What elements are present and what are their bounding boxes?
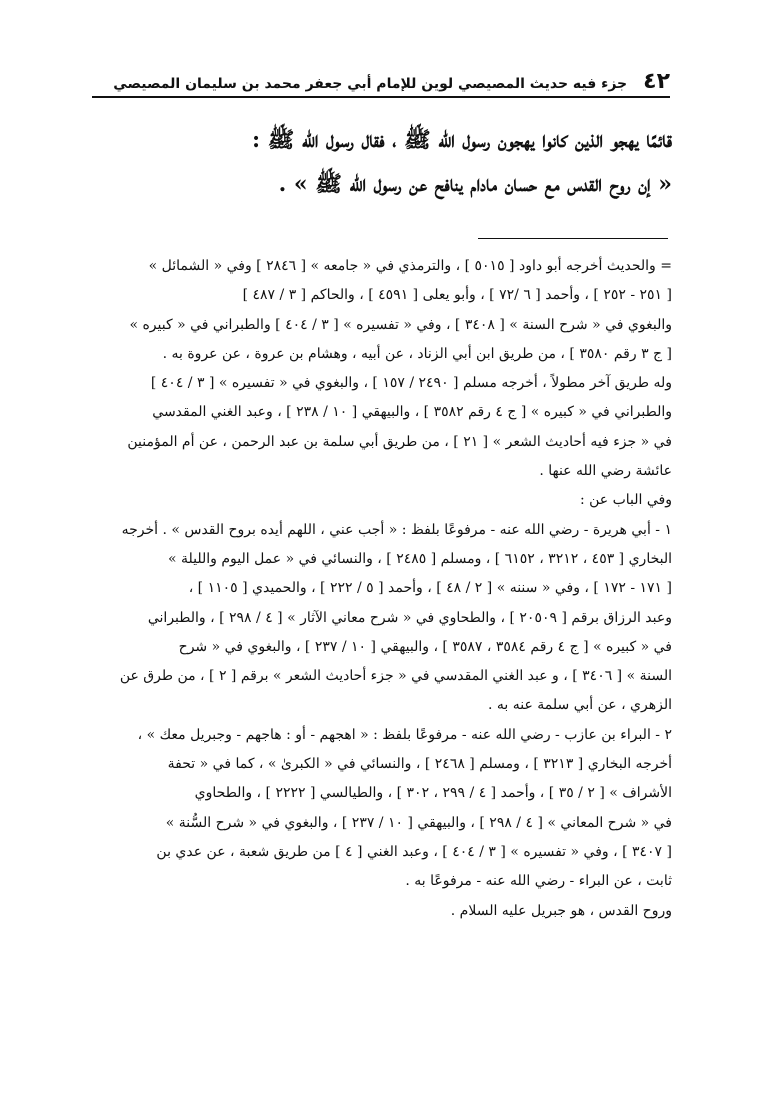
footnote-line: في « كبيره » [ ج ٤ رقم ٣٥٨٤ ، ٣٥٨٧ ] ، والبيهقي [ ١٠ / ٢٣٧ ] ، والبغوي في « شرح <box>178 638 672 655</box>
footnote-divider <box>478 238 668 239</box>
header-divider <box>92 96 670 98</box>
main-text <box>92 118 672 206</box>
footnote-line: ٢ - البراء بن عازب - رضي الله عنه - مرفوعًا بلفظ : « اهجهم - أو : هاجهم - وجبريل معك » ، <box>137 726 672 743</box>
footnote-line: الأشراف » [ ٢ / ٣٥ ] ، وأحمد [ ٤ / ٢٩٩ ، ٣٠٢ ] ، والطيالسي [ ٢٢٢٢ ] ، والطحاوي <box>194 785 672 802</box>
footnote-line: السنة » [ ٣٤٠٦ ] ، و عبد الغني المقدسي في « جزء أحاديث الشعر » برقم [ ٢ ] ، من طرق عن <box>119 668 672 685</box>
footnote-line: أخرجه البخاري [ ٣٢١٣ ] ، ومسلم [ ٢٤٦٨ ] ، والنسائي في « الكبرىٰ » ، كما في « تحفة <box>167 756 672 773</box>
page-header <box>92 68 670 94</box>
running-title: جزء فيه حديث المصيصي لوين للإمام أبي جعفر محمد بن سليمان المصيصي <box>113 76 628 92</box>
footnote-line: الزهري ، عن أبي سلمة عنه به . <box>488 697 672 714</box>
footnote-line: ثابت ، عن البراء - رضي الله عنه - مرفوعًا به . <box>405 873 672 890</box>
footnote-line: وعبد الرزاق برقم [ ٢٠٥٠٩ ] ، والطحاوي في « شرح معاني الآثار » [ ٤ / ٢٩٨ ] ، والطبراني <box>147 609 672 626</box>
main-text-line: قائمًا يهجو الذين كانوا يهجون رسول الله ﷺ ، فقال رسول الله ﷺ : <box>251 127 672 153</box>
main-text-line: « إن روح القدس مع حسان مادام ينافح عن رسول الله ﷺ » . <box>278 171 672 197</box>
page-number: ٤٢ <box>643 69 670 94</box>
footnote-line: البخاري [ ٤٥٣ ، ٣٢١٢ ، ٦١٥٢ ] ، ومسلم [ ٢٤٨٥ ] ، والنسائي في « عمل اليوم والليلة » <box>167 550 672 567</box>
footnote-line: والطبراني في « كبيره » [ ج ٤ رقم ٣٥٨٢ ] ، والبيهقي [ ١٠ / ٢٣٨ ] ، وعبد الغني المقدسي <box>152 404 672 421</box>
footnote-line: وله طريق آخر مطولاً ، أخرجه مسلم [ ٢٤٩٠ / ١٥٧ ] ، والبغوي في « تفسيره » [ ٣ / ٤٠٤ ] <box>150 375 672 392</box>
footnote-line: [ ٣٤٠٧ ] ، وفي « تفسيره » [ ٣ / ٤٠٤ ] ، وعبد الغني [ ٤ ] من طريق شعبة ، عن عدي بن <box>156 843 672 860</box>
footnote-line: [ ج ٣ رقم ٣٥٨٠ ] ، من طريق ابن أبي الزناد ، عن أبيه ، وهشام بن عروة ، عن عروة به . <box>162 345 672 362</box>
footnote-line: والبغوي في « شرح السنة » [ ٣٤٠٨ ] ، وفي « تفسيره » [ ٣ / ٤٠٤ ] والطبراني في « كبيره » <box>129 316 672 333</box>
footnote-line: في « جزء فيه أحاديث الشعر » [ ٢١ ] ، من طريق أبي سلمة بن عبد الرحمن ، عن أم المؤمنين <box>127 433 672 450</box>
footnote-line: ١ - أبي هريرة - رضي الله عنه - مرفوعًا بلفظ : « أجب عني ، اللهم أيده بروح القدس » . أخرجه <box>121 521 672 538</box>
footnote-line: = والحديث أخرجه أبو داود [ ٥٠١٥ ] ، والترمذي في « جامعه » [ ٢٨٤٦ ] وفي « الشمائل » <box>148 258 672 274</box>
footnote-line: [ ١٧١ - ١٧٢ ] ، وفي « سننه » [ ٢ / ٤٨ ] ، وأحمد [ ٥ / ٢٢٢ ] ، والحميدي [ ١١٠٥ ] ، <box>188 580 672 597</box>
footnote-line: وفي الباب عن : <box>579 492 672 509</box>
footnote-line: [ ٢٥١ - ٢٥٢ ] ، وأحمد [ ٦ /٧٢ ] ، وأبو يعلى [ ٤٥٩١ ] ، والحاكم [ ٣ / ٤٨٧ ] <box>242 287 672 304</box>
footnote-line: في « شرح المعاني » [ ٤ / ٢٩٨ ] ، والبيهقي [ ١٠ / ٢٣٧ ] ، والبغوي في « شرح السُّنة » <box>165 814 672 831</box>
footnote-line: عائشة رضي الله عنها . <box>539 463 672 480</box>
footnote-line: وروح القدس ، هو جبريل عليه السلام . <box>450 902 672 919</box>
footnotes <box>92 252 672 926</box>
